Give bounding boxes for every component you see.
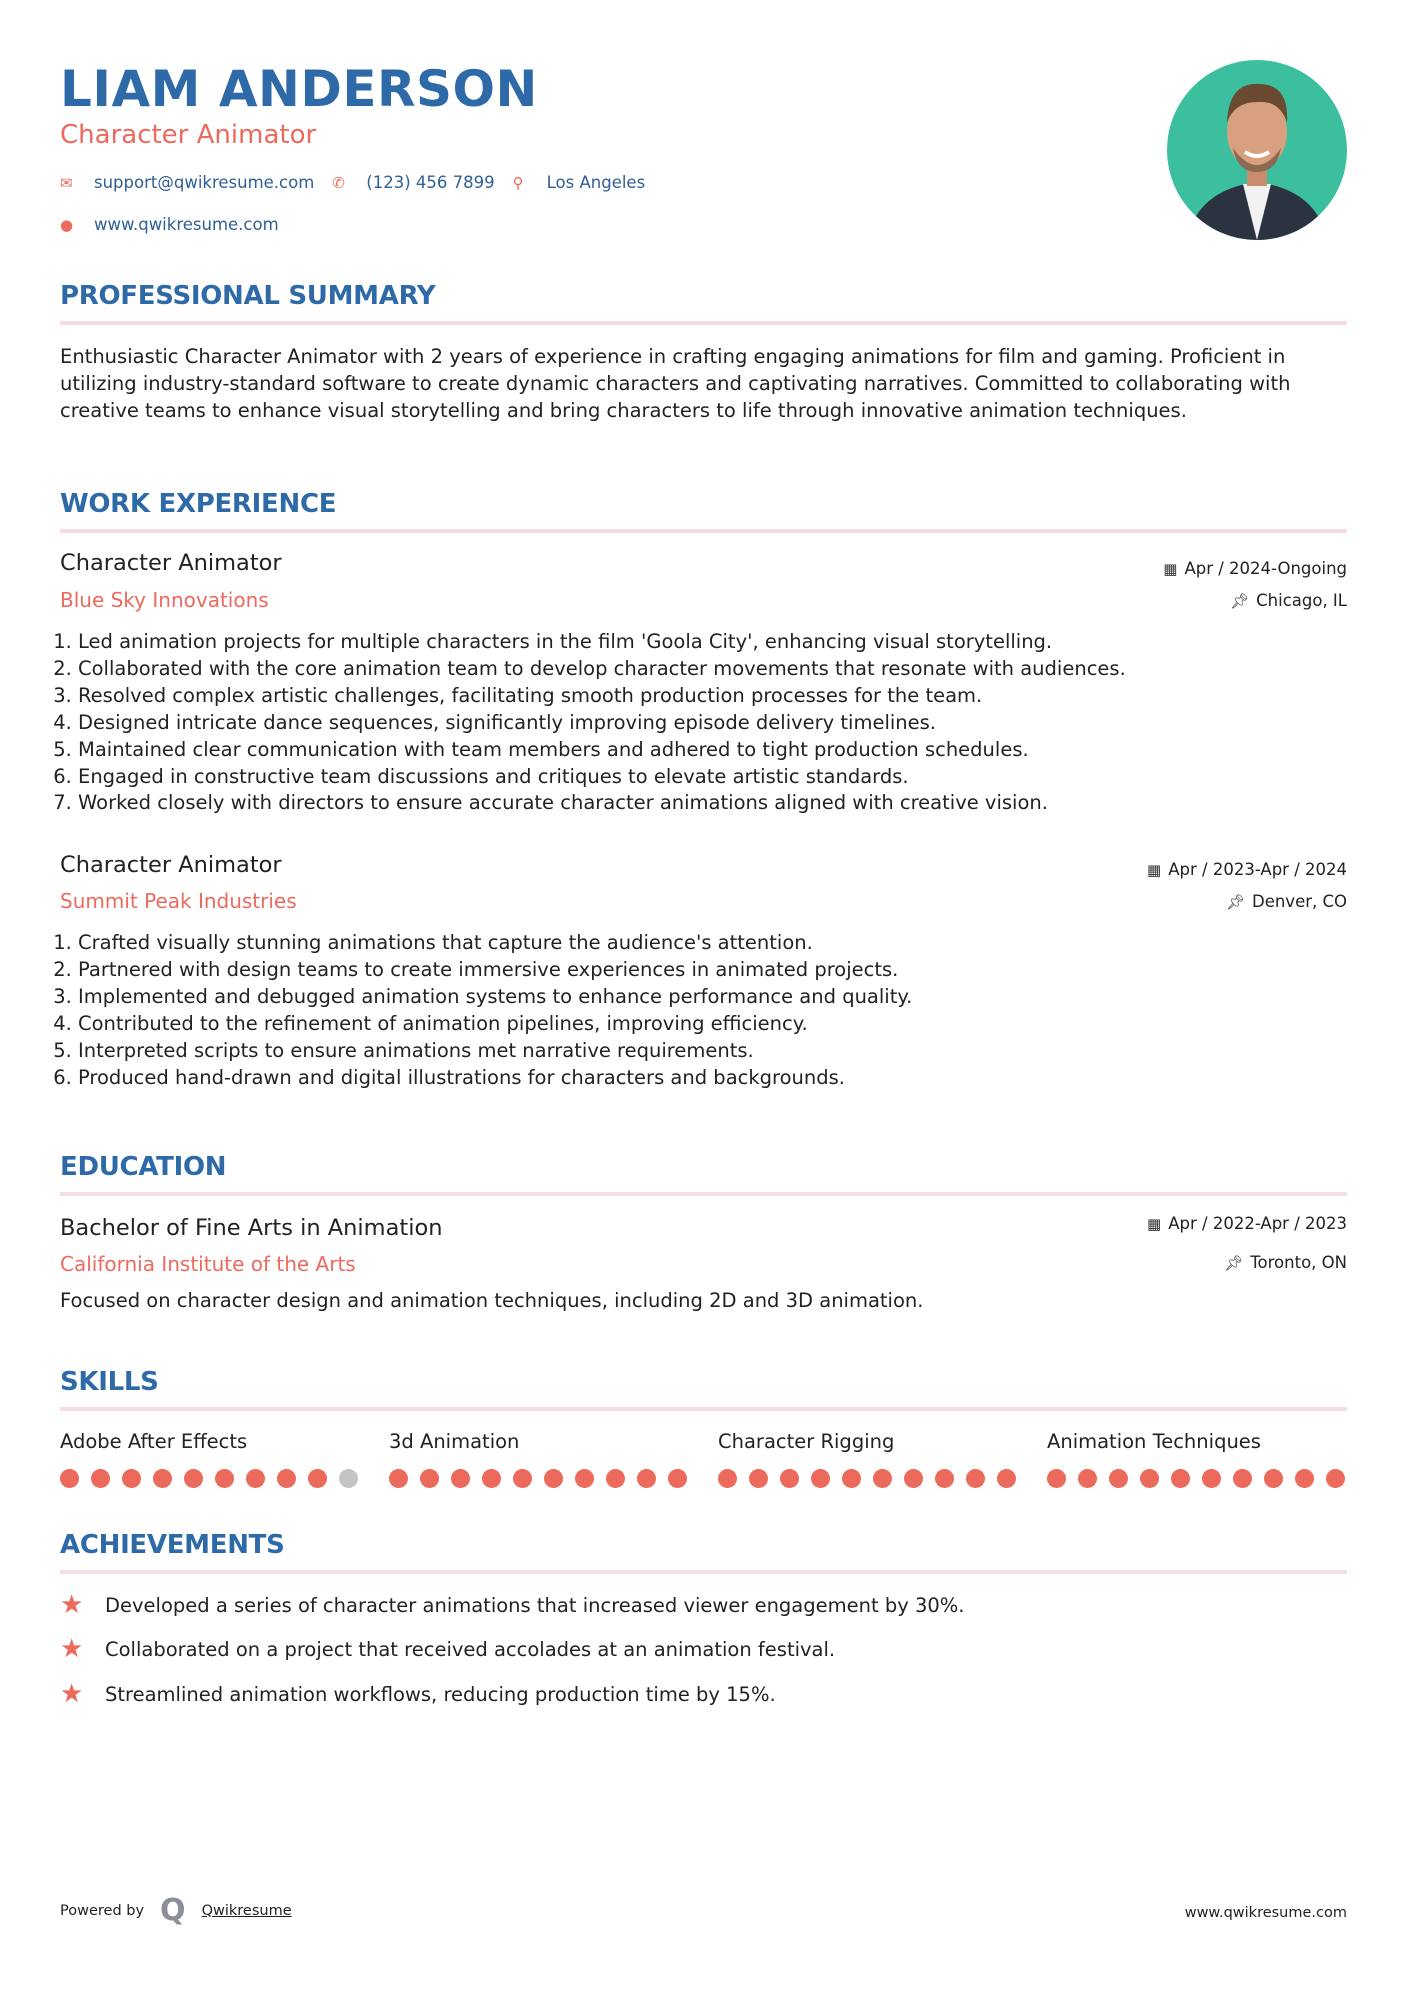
rating-dot-filled <box>389 1469 408 1488</box>
rating-dot-filled <box>513 1469 532 1488</box>
job-responsibilities <box>60 930 1368 1091</box>
rating-dot-filled <box>1202 1469 1221 1488</box>
candidate-title: Character Animator <box>60 120 317 150</box>
rating-dot-filled <box>420 1469 439 1488</box>
rating-dot-filled <box>1171 1469 1190 1488</box>
section-title-experience: WORK EXPERIENCE <box>60 489 337 519</box>
calendar-icon: ▦ <box>1147 861 1162 879</box>
rating-dot-filled <box>246 1469 265 1488</box>
qwikresume-link[interactable]: Qwikresume <box>201 1902 292 1919</box>
list-item: 6. Engaged in constructive team discussions and critiques to elevate artistic standards. <box>78 764 1368 791</box>
rating-dot-empty <box>339 1469 358 1488</box>
rating-dot-filled <box>873 1469 892 1488</box>
rating-dot-filled <box>184 1469 203 1488</box>
section-title-achievements: ACHIEVEMENTS <box>60 1530 285 1560</box>
qwikresume-logo-icon: Q <box>160 1893 186 1928</box>
calendar-icon: ▦ <box>1163 560 1178 578</box>
powered-by-label: Powered by <box>60 1902 145 1919</box>
rating-dot-filled <box>1264 1469 1283 1488</box>
rating-dot-filled <box>1109 1469 1128 1488</box>
rating-dot-filled <box>1078 1469 1097 1488</box>
summary-text: Enthusiastic Character Animator with 2 years of experience in crafting engaging animations for film and gaming. Proficient in utilizing industry-standard software to create dynamic characters and captivating narratives. Committed to collaborating with creative teams to enhance visual storytelling and bring characters to life through innovative animation techniques. <box>60 345 1291 422</box>
list-item: 5. Maintained clear communication with team members and adhered to tight production schedules. <box>78 737 1368 764</box>
rating-dot-filled <box>482 1469 501 1488</box>
star-icon: ★ <box>60 1679 84 1709</box>
list-item: 3. Implemented and debugged animation systems to enhance performance and quality. <box>78 984 1368 1011</box>
rating-dot-filled <box>91 1469 110 1488</box>
rating-dot-filled <box>1326 1469 1345 1488</box>
job-location-text: Chicago, IL <box>1256 591 1347 610</box>
achievement-text: Developed a series of character animations that increased viewer engagement by 30%. <box>105 1593 965 1617</box>
rating-dot-filled <box>718 1469 737 1488</box>
skill-rating <box>718 1469 1018 1488</box>
achievement-item <box>60 1679 776 1709</box>
rating-dot-filled <box>935 1469 954 1488</box>
job-role: Character Animator <box>60 550 282 576</box>
rating-dot-filled <box>153 1469 172 1488</box>
job-location <box>1226 892 1347 911</box>
globe-icon: ● <box>60 215 74 234</box>
footer-website[interactable]: www.qwikresume.com <box>1184 1905 1347 1921</box>
phone-text: (123) 456 7899 <box>366 173 495 192</box>
rating-dot-filled <box>575 1469 594 1488</box>
education-location <box>1224 1253 1347 1272</box>
rating-dot-filled <box>811 1469 830 1488</box>
rating-dot-filled <box>451 1469 470 1488</box>
section-title-summary: PROFESSIONAL SUMMARY <box>60 281 436 311</box>
rating-dot-filled <box>637 1469 656 1488</box>
skill-name: Character Rigging <box>718 1430 895 1453</box>
map-pin-icon: ⚲ <box>512 173 524 192</box>
contact-row <box>60 173 645 192</box>
education-description: Focused on character design and animation techniques, including 2D and 3D animation. <box>60 1289 924 1312</box>
list-item: 5. Interpreted scripts to ensure animations met narrative requirements. <box>78 1038 1368 1065</box>
rating-dot-filled <box>668 1469 687 1488</box>
list-item: 1. Crafted visually stunning animations that capture the audience's attention. <box>78 930 1368 957</box>
job-dates <box>1147 860 1347 879</box>
section-divider <box>60 321 1347 325</box>
skill-item <box>1047 1430 1347 1488</box>
list-item: 7. Worked closely with directors to ensure accurate character animations aligned with creative vision. <box>78 790 1368 817</box>
achievement-text: Streamlined animation workflows, reducing production time by 15%. <box>105 1682 776 1706</box>
rating-dot-filled <box>308 1469 327 1488</box>
footer-powered-by <box>60 1893 292 1928</box>
achievement-item <box>60 1634 835 1664</box>
list-item: 4. Contributed to the refinement of animation pipelines, improving efficiency. <box>78 1011 1368 1038</box>
job-dates-text: Apr / 2023-Apr / 2024 <box>1168 860 1347 879</box>
list-item: 2. Collaborated with the core animation team to develop character movements that resonate with audiences. <box>78 656 1368 683</box>
skill-item <box>60 1430 360 1488</box>
degree-title: Bachelor of Fine Arts in Animation <box>60 1215 443 1241</box>
section-divider <box>60 1192 1347 1196</box>
phone-icon: ✆ <box>332 173 345 192</box>
profile-photo <box>1167 60 1347 240</box>
skill-rating <box>389 1469 689 1488</box>
rating-dot-filled <box>966 1469 985 1488</box>
candidate-name: LIAM ANDERSON <box>60 60 538 118</box>
rating-dot-filled <box>215 1469 234 1488</box>
rating-dot-filled <box>904 1469 923 1488</box>
list-item: 4. Designed intricate dance sequences, significantly improving episode delivery timelines. <box>78 710 1368 737</box>
star-icon: ★ <box>60 1590 84 1620</box>
website-row <box>60 215 279 234</box>
job-responsibilities <box>60 629 1368 817</box>
list-item: 1. Led animation projects for multiple characters in the film 'Goola City', enhancing visual storytelling. <box>78 629 1368 656</box>
rating-dot-filled <box>60 1469 79 1488</box>
star-icon: ★ <box>60 1634 84 1664</box>
pushpin-icon: 📌︎ <box>1225 893 1245 911</box>
pushpin-icon: 📌︎ <box>1230 592 1250 610</box>
job-location-text: Denver, CO <box>1251 892 1347 911</box>
rating-dot-filled <box>122 1469 141 1488</box>
skill-rating <box>1047 1469 1347 1488</box>
rating-dot-filled <box>277 1469 296 1488</box>
rating-dot-filled <box>842 1469 861 1488</box>
email-link[interactable]: support@qwikresume.com <box>94 173 315 192</box>
rating-dot-filled <box>1295 1469 1314 1488</box>
list-item: 6. Produced hand-drawn and digital illustrations for characters and backgrounds. <box>78 1065 1368 1092</box>
skill-name: Animation Techniques <box>1047 1430 1261 1453</box>
job-dates <box>1163 559 1347 578</box>
list-item: 2. Partnered with design teams to create immersive experiences in animated projects. <box>78 957 1368 984</box>
pushpin-icon: 📌︎ <box>1224 1254 1244 1272</box>
rating-dot-filled <box>1233 1469 1252 1488</box>
section-divider <box>60 1570 1347 1574</box>
education-dates <box>1147 1214 1347 1233</box>
section-title-education: EDUCATION <box>60 1152 227 1182</box>
location-text: Los Angeles <box>546 173 646 192</box>
job-dates-text: Apr / 2024-Ongoing <box>1184 559 1347 578</box>
list-item: 3. Resolved complex artistic challenges, facilitating smooth production processes for the team. <box>78 683 1368 710</box>
skill-item <box>389 1430 689 1488</box>
rating-dot-filled <box>997 1469 1016 1488</box>
achievement-text: Collaborated on a project that received accolades at an animation festival. <box>105 1637 836 1661</box>
job-location <box>1230 591 1347 610</box>
education-dates-text: Apr / 2022-Apr / 2023 <box>1168 1214 1347 1233</box>
rating-dot-filled <box>1140 1469 1159 1488</box>
job-company: Blue Sky Innovations <box>60 588 269 612</box>
website-link[interactable]: www.qwikresume.com <box>94 215 279 234</box>
calendar-icon: ▦ <box>1147 1215 1162 1233</box>
skill-name: Adobe After Effects <box>60 1430 248 1453</box>
rating-dot-filled <box>544 1469 563 1488</box>
skill-rating <box>60 1469 360 1488</box>
rating-dot-filled <box>606 1469 625 1488</box>
education-location-text: Toronto, ON <box>1250 1253 1347 1272</box>
skill-item <box>718 1430 1018 1488</box>
section-divider <box>60 529 1347 533</box>
section-divider <box>60 1407 1347 1411</box>
job-company: Summit Peak Industries <box>60 889 297 913</box>
section-title-skills: SKILLS <box>60 1367 159 1397</box>
person-avatar-icon <box>1167 60 1347 240</box>
rating-dot-filled <box>780 1469 799 1488</box>
job-role: Character Animator <box>60 852 282 878</box>
envelope-icon: ✉ <box>60 173 73 192</box>
rating-dot-filled <box>749 1469 768 1488</box>
skill-name: 3d Animation <box>389 1430 520 1453</box>
school-name: California Institute of the Arts <box>60 1252 356 1276</box>
rating-dot-filled <box>1047 1469 1066 1488</box>
achievement-item <box>60 1590 965 1620</box>
